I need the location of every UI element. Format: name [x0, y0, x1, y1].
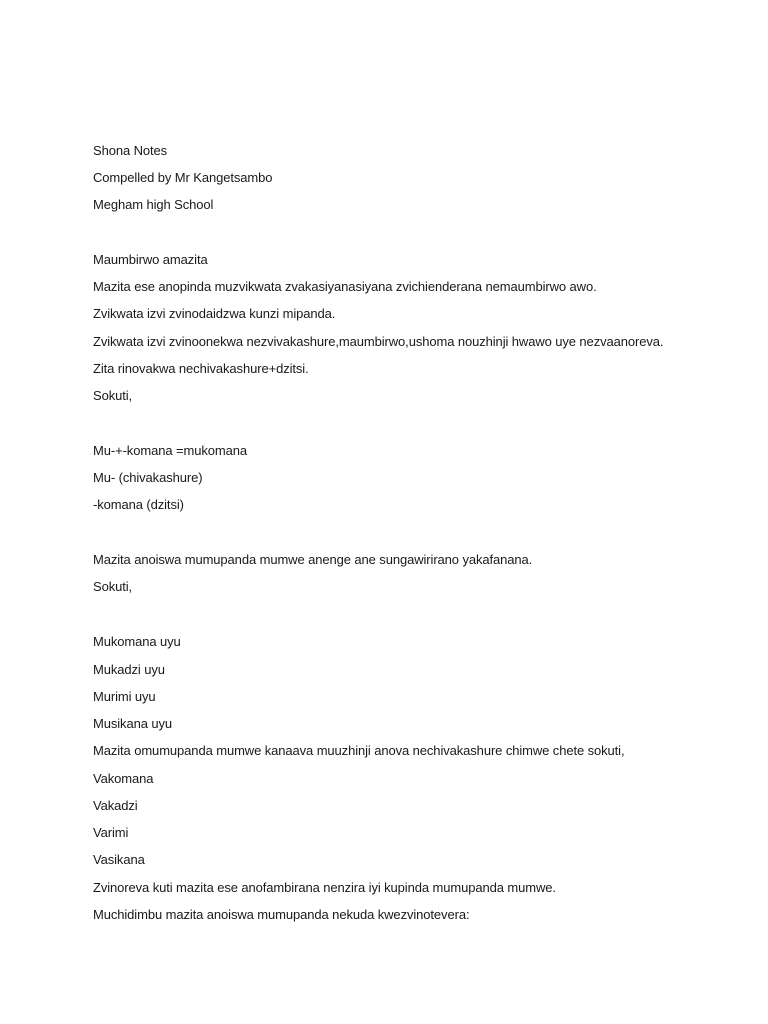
example-line: Mu- (chivakashure) — [93, 470, 203, 485]
paragraph-line: Muchidimbu mazita anoiswa mumupanda nekuda kwezvinotevera: — [93, 907, 470, 922]
example-line: Mukadzi uyu — [93, 662, 165, 677]
paragraph-line: Zvinoreva kuti mazita ese anofambirana nenzira iyi kupinda mumupanda mumwe. — [93, 880, 556, 895]
example-line: Mukomana uyu — [93, 634, 181, 649]
section-heading: Maumbirwo amazita — [93, 252, 208, 267]
paragraph-line: Zvikwata izvi zvinoonekwa nezvivakashure,maumbirwo,ushoma nouzhinji hwawo uye nezvaanoreva. — [93, 334, 664, 349]
paragraph-line: Zvikwata izvi zvinodaidzwa kunzi mipanda. — [93, 306, 336, 321]
example-line: Vakomana — [93, 771, 154, 786]
example-line: Vakadzi — [93, 798, 138, 813]
document-title: Shona Notes — [93, 143, 168, 158]
author-line: Compelled by Mr Kangetsambo — [93, 170, 273, 185]
paragraph-line: Mazita omumupanda mumwe kanaava muuzhinji anova nechivakashure chimwe chete sokuti, — [93, 743, 625, 758]
school-line: Megham high School — [93, 197, 214, 212]
example-line: Musikana uyu — [93, 716, 173, 731]
paragraph-line: Sokuti, — [93, 579, 133, 594]
example-line: -komana (dzitsi) — [93, 497, 184, 512]
example-line: Vasikana — [93, 852, 145, 867]
paragraph-line: Sokuti, — [93, 388, 133, 403]
example-line: Mu-+-komana =mukomana — [93, 443, 247, 458]
paragraph-line: Mazita anoiswa mumupanda mumwe anenge ane sungawirirano yakafanana. — [93, 552, 533, 567]
paragraph-line: Zita rinovakwa nechivakashure+dzitsi. — [93, 361, 309, 376]
paragraph-line: Mazita ese anopinda muzvikwata zvakasiyanasiyana zvichienderana nemaumbirwo awo. — [93, 279, 597, 294]
example-line: Varimi — [93, 825, 129, 840]
example-line: Murimi uyu — [93, 689, 156, 704]
